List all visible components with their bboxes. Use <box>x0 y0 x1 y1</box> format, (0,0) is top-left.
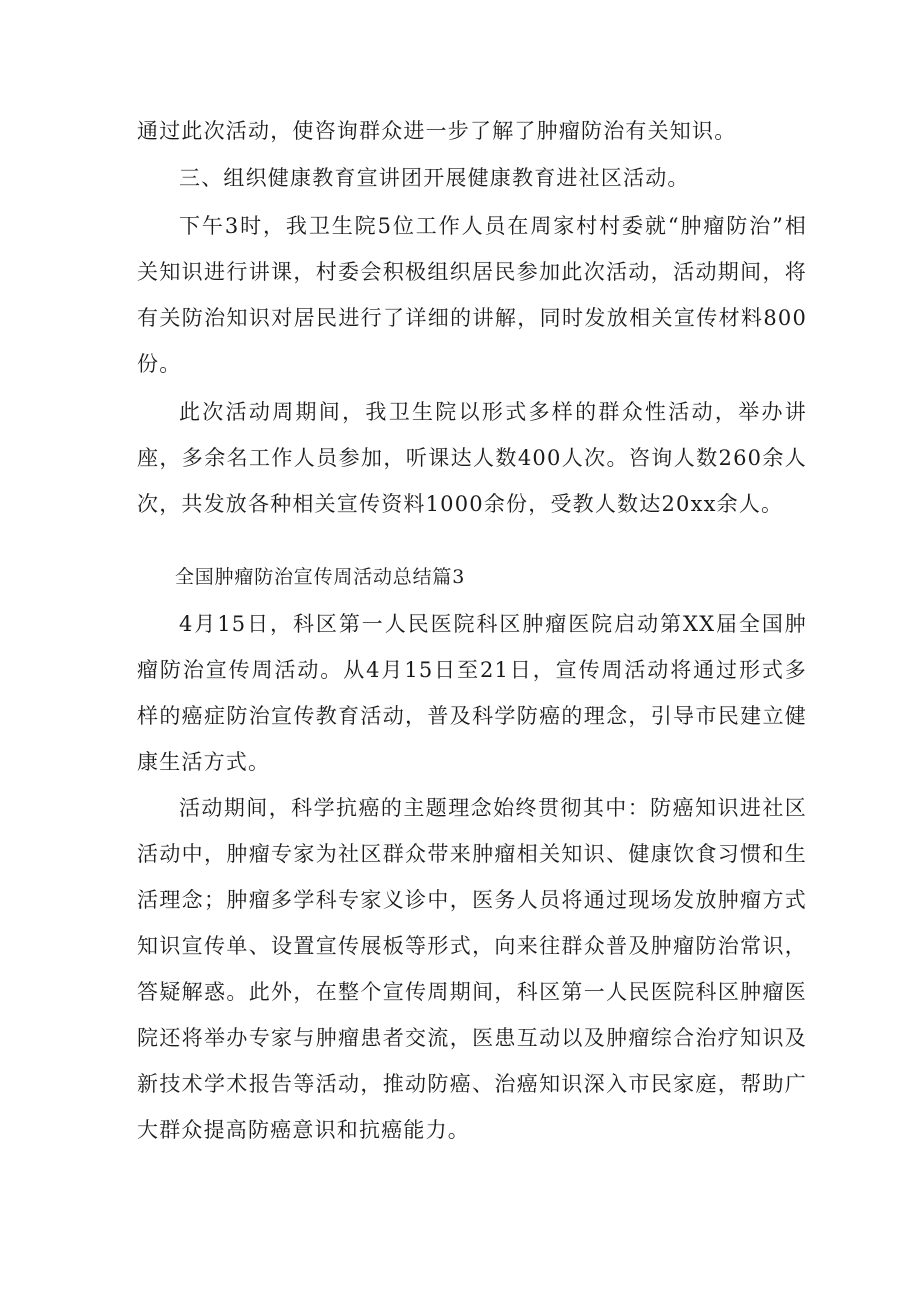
paragraph-lecture: 下午3时，我卫生院5位工作人员在周家村村委就“肿瘤防治”相关知识进行讲课，村委会积极组织居民参加此次活动，活动期间，将有关防治知识对居民进行了详细的讲解，同时发放相关宣传材料800份。 <box>137 214 807 376</box>
paragraph-activities: 活动期间，科学抗癌的主题理念始终贯彻其中：防癌知识进社区活动中，肿瘤专家为社区群众带来肿瘤相关知识、健康饮食习惯和生活理念；肿瘤多学科专家义诊中，医务人员将通过现场发放肿瘤方式知识宣传单、设置宣传展板等形式，向来往群众普及肿瘤防治常识，答疑解惑。此外，在整个宣传周期间，科区第一人民医院科区肿瘤医院还将举办专家与肿瘤患者交流，医患互动以及肿瘤综合治疗知识及新技术学术报告等活动，推动防癌、治癌知识深入市民家庭，帮助广大群众提高防癌意识和抗癌能力。 <box>137 796 807 1142</box>
article-title: 全国肿瘤防治宣传周活动总结篇3 <box>175 566 466 588</box>
paragraph-launch: 4月15日，科区第一人民医院科区肿瘤医院启动第XX届全国肿瘤防治宣传周活动。从4月15日至21日，宣传周活动将通过形式多样的癌症防治宣传教育活动，普及科学防癌的理念，引导市民建立健康生活方式。 <box>137 612 807 774</box>
section-heading-3: 三、组织健康教育宣讲团开展健康教育进社区活动。 <box>179 166 690 190</box>
paragraph-continuation: 通过此次活动，使咨询群众进一步了解了肿瘤防治有关知识。 <box>137 119 737 143</box>
paragraph-summary-stats: 此次活动周期间，我卫生院以形式多样的群众性活动，举办讲座，多余名工作人员参加，听课达人数400人次。咨询人数260余人次，共发放各种相关宣传资料1000余份，受教人数达20xx余人。 <box>137 400 808 516</box>
